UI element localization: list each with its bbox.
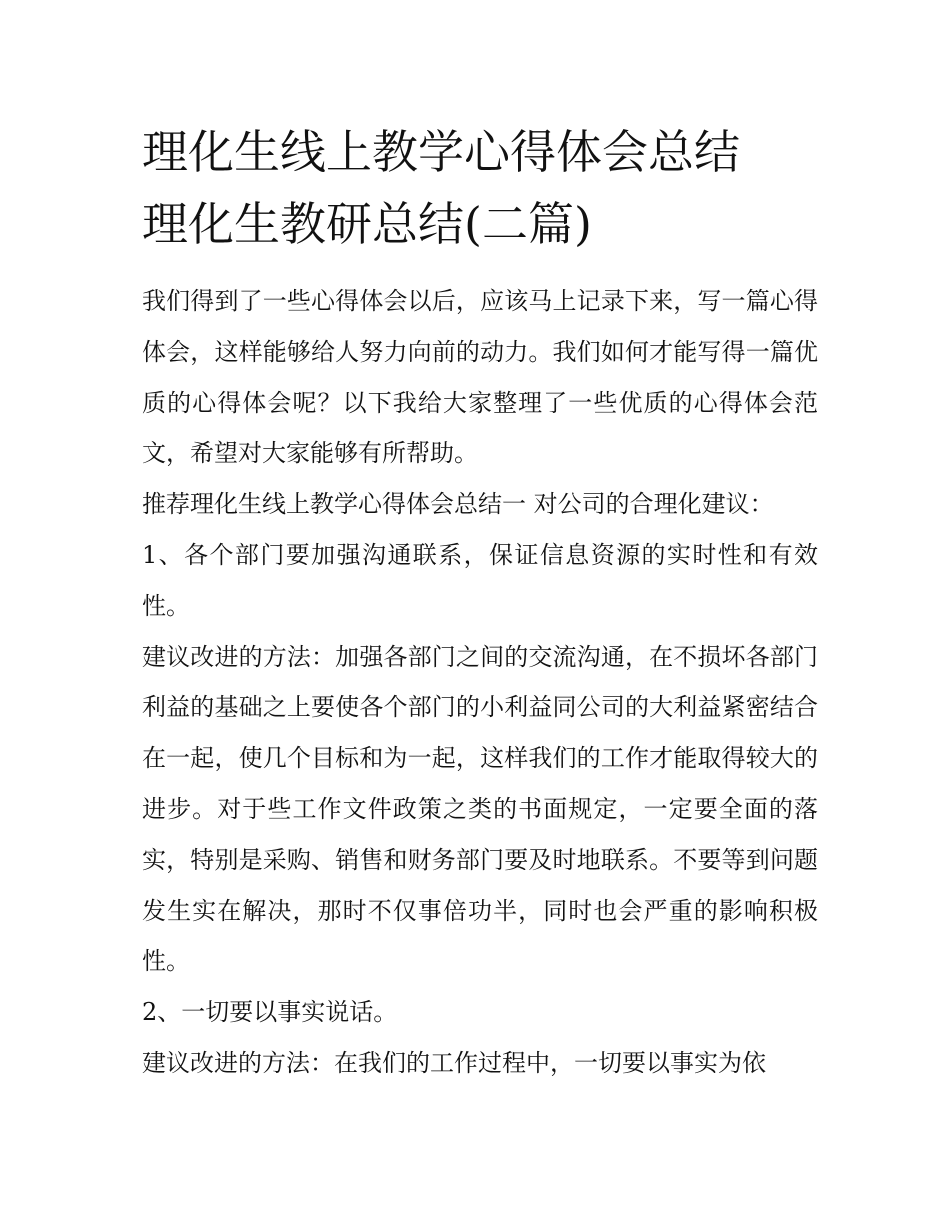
suggestion-method-2: 建议改进的方法：在我们的工作过程中，一切要以事实为依 (142, 1048, 766, 1077)
suggestion-method-1: 建议改进的方法：加强各部门之间的交流沟通，在不损坏各部门利益的基础之上要使各个部门的小利益同公司的大利益紧密结合在一起，使几个目标和为一起，这样我们的工作才能取得较大的进步。对于些工作文件政策之类的书面规定，一定要全面的落实，特别是采购、销售和财务部门要及时地联系。不要等到问题发生实在解决，那时不仅事倍功半，同时也会严重的影响积极性。 (142, 642, 818, 976)
title-line-2: 理化生教研总结(二篇) (142, 197, 592, 251)
suggestion-item-2: 2、一切要以事实说话。 (142, 998, 398, 1027)
document-title (142, 116, 842, 260)
section-heading: 推荐理化生线上教学心得体会总结一 对公司的合理化建议： (142, 490, 774, 519)
suggestion-item-1: 1、各个部门要加强沟通联系，保证信息资源的实时性和有效性。 (142, 540, 818, 620)
title-line-1: 理化生线上教学心得体会总结 (142, 125, 740, 179)
intro-paragraph: 我们得到了一些心得体会以后，应该马上记录下来，写一篇心得体会，这样能够给人努力向前的动力。我们如何才能写得一篇优质的心得体会呢？以下我给大家整理了一些优质的心得体会范文，希望对大家能够有所帮助。 (142, 287, 818, 468)
document-body (142, 276, 818, 1089)
